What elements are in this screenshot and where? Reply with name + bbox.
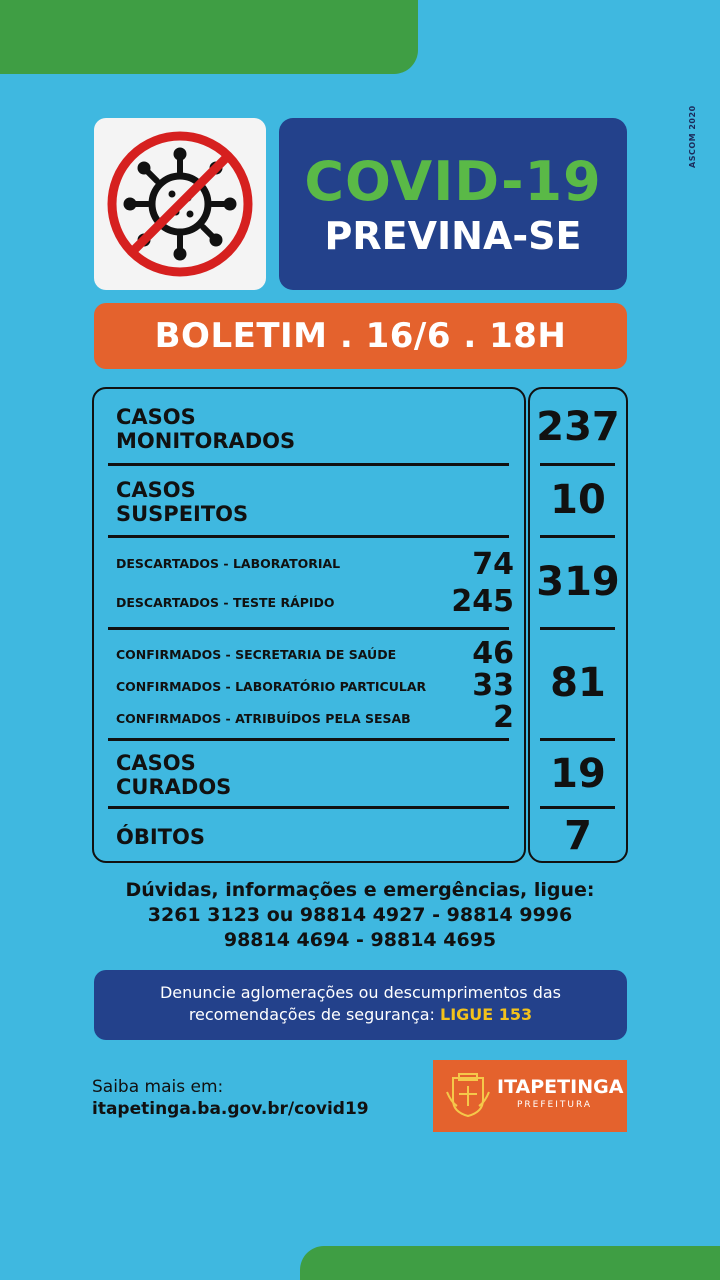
confirmados-sesab-label: CONFIRMADOS - ATRIBUÍDOS PELA SESAB [116,711,411,726]
contact-line-3: 98814 4694 - 98814 4695 [223,929,497,951]
report-line-2 [94,1004,627,1026]
confirmados-particular-value: 33 [472,668,514,703]
suspeitos-label-line2: SUSPEITOS [116,502,249,526]
descartados-lab-label: DESCARTADOS - LABORATORIAL [116,556,341,571]
title-panel [279,118,627,290]
no-virus-icon [104,128,256,280]
report-line-2-text: recomendações de segurança: [188,1005,441,1024]
descartados-rapido-value: 245 [451,584,514,619]
obitos-label: ÓBITOS [116,825,205,849]
confirmados-sesab-value: 2 [493,700,514,735]
separator [540,806,615,809]
monitorados-label-line1: CASOS [116,405,196,429]
report-banner [94,970,627,1040]
itapetinga-logo [433,1060,627,1132]
separator [108,806,509,809]
suspeitos-label-line1: CASOS [116,478,196,502]
curados-label-line1: CASOS [116,751,196,775]
separator [108,463,509,466]
confirmados-secretaria-label: CONFIRMADOS - SECRETARIA DE SAÚDE [116,647,397,662]
separator [540,535,615,538]
more-info [92,1076,369,1120]
report-hotline: LIGUE 153 [440,1005,533,1024]
monitorados-total: 237 [536,404,620,450]
logo-name: ITAPETINGA [497,1076,624,1098]
curados-total: 19 [550,751,606,797]
page-subtitle: PREVINA-SE [324,214,582,258]
confirmados-particular-label: CONFIRMADOS - LABORATÓRIO PARTICULAR [116,679,427,694]
descartados-total: 319 [536,559,620,605]
descartados-rapido-label: DESCARTADOS - TESTE RÁPIDO [116,595,335,610]
separator [540,738,615,741]
separator [108,627,509,630]
separator [108,535,509,538]
separator [108,738,509,741]
bulletin-date-banner: BOLETIM . 16/6 . 18H [94,303,627,369]
report-line-1: Denuncie aglomerações ou descumprimentos das [159,983,562,1002]
monitorados-label-line2: MONITORADOS [116,429,296,453]
curados-label-line2: CURADOS [116,775,232,799]
descartados-lab-value: 74 [472,547,514,582]
no-virus-panel [94,118,266,290]
page-title: COVID-19 [304,150,602,213]
credit-text: ASCOM 2020 [688,105,697,168]
contact-line-1: Dúvidas, informações e emergências, ligue: [125,879,595,901]
contact-line-2: 3261 3123 ou 98814 4927 - 98814 9996 [147,904,573,926]
more-info-label: Saiba mais em: [92,1077,224,1097]
city-crest-icon [445,1072,491,1120]
logo-subtitle: PREFEITURA [517,1100,593,1110]
confirmados-total: 81 [550,660,606,706]
separator [540,627,615,630]
suspeitos-total: 10 [550,477,606,523]
obitos-total: 7 [564,813,592,859]
separator [540,463,615,466]
decorative-green-bar-bottom [300,1246,720,1280]
confirmados-secretaria-value: 46 [472,636,514,671]
decorative-green-bar-top [0,0,418,74]
more-info-link[interactable]: itapetinga.ba.gov.br/covid19 [92,1099,369,1119]
